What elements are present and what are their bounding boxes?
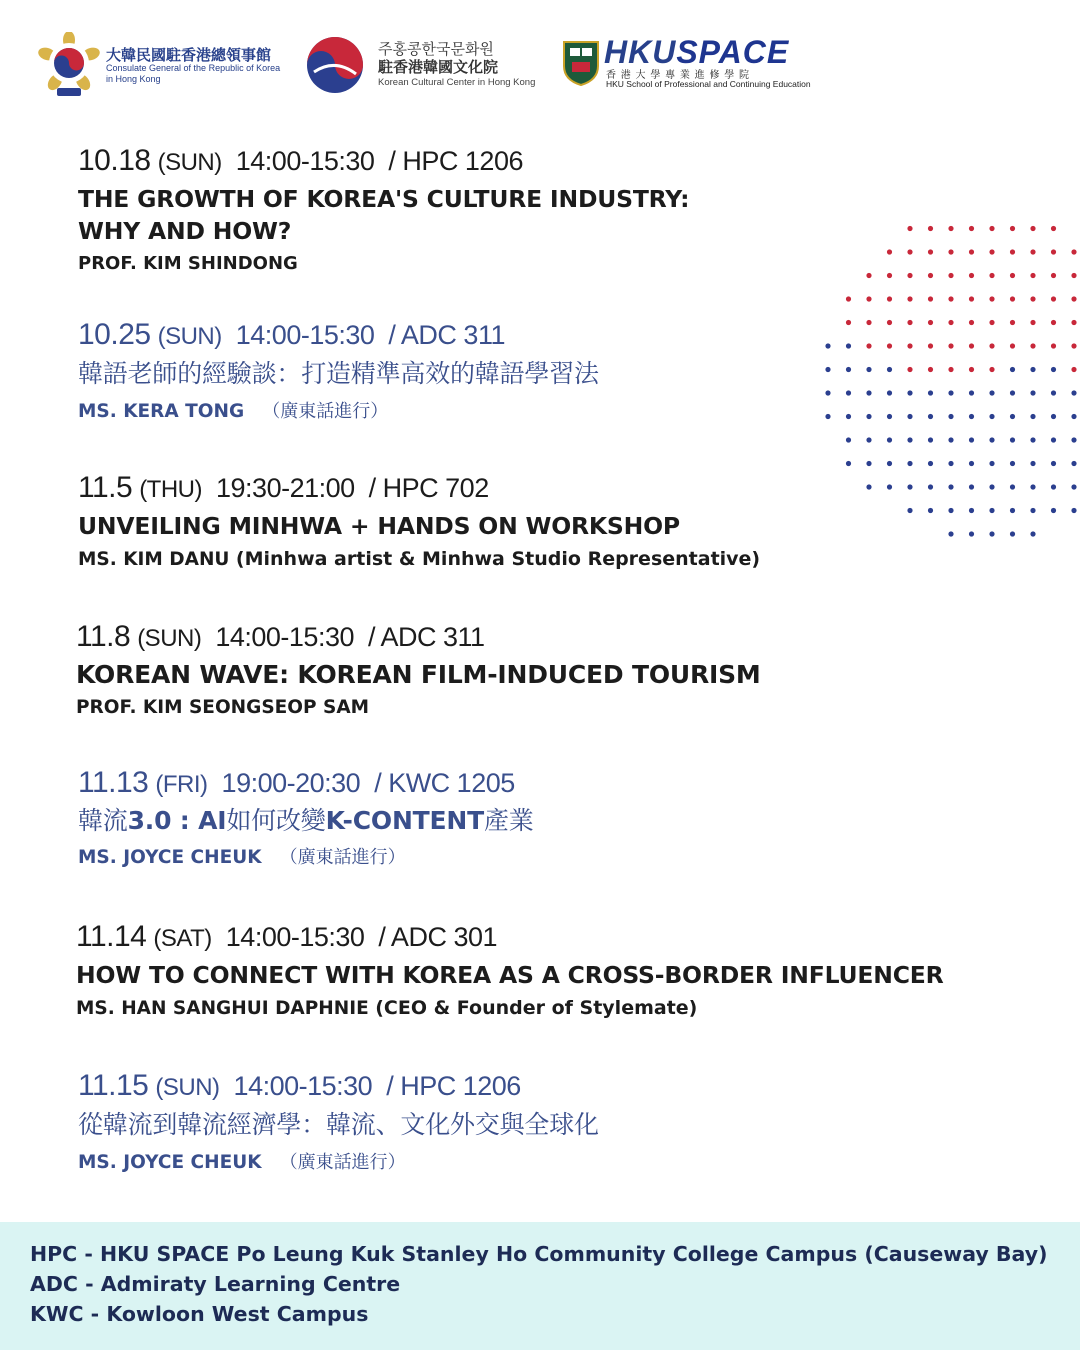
pattern-dot	[1051, 226, 1056, 231]
pattern-dot	[1010, 508, 1015, 513]
pattern-dot	[1030, 390, 1035, 395]
pattern-dot	[1051, 414, 1056, 419]
pattern-dot	[1030, 508, 1035, 513]
pattern-dot	[969, 484, 974, 489]
pattern-dot	[866, 461, 871, 466]
pattern-dot	[1010, 390, 1015, 395]
pattern-dot	[989, 390, 994, 395]
pattern-dot	[846, 296, 851, 301]
pattern-dot	[887, 296, 892, 301]
hku-crest-icon	[562, 40, 600, 86]
pattern-dot	[989, 484, 994, 489]
pattern-dot	[928, 249, 933, 254]
pattern-dot	[1051, 461, 1056, 466]
pattern-dot	[1071, 249, 1076, 254]
pattern-dot	[1030, 343, 1035, 348]
event-datetime: 11.15 (SUN) 14:00-15:30 / HPC 1206	[78, 1069, 521, 1102]
pattern-dot	[948, 437, 953, 442]
pattern-dot	[928, 273, 933, 278]
pattern-dot	[907, 484, 912, 489]
legend-hpc: HPC - HKU SPACE Po Leung Kuk Stanley Ho Community College Campus (Causeway Bay)	[30, 1242, 1048, 1266]
pattern-dot	[866, 484, 871, 489]
pattern-dot	[1051, 508, 1056, 513]
pattern-dot	[825, 390, 830, 395]
pattern-dot	[907, 320, 912, 325]
pattern-dot	[928, 390, 933, 395]
event-118	[76, 620, 761, 718]
pattern-dot	[1010, 367, 1015, 372]
pattern-dot	[866, 390, 871, 395]
legend-kwc: KWC - Kowloon West Campus	[30, 1302, 369, 1326]
pattern-dot	[948, 531, 953, 536]
pattern-dot	[1071, 508, 1076, 513]
pattern-dot	[928, 367, 933, 372]
pattern-dot	[1071, 414, 1076, 419]
pattern-dot	[1010, 273, 1015, 278]
pattern-dot	[846, 437, 851, 442]
pattern-dot	[887, 390, 892, 395]
event-speaker: MS. KIM DANU (Minhwa artist & Minhwa Studio Representative)	[78, 548, 761, 570]
pattern-dot	[989, 273, 994, 278]
pattern-dot	[989, 414, 994, 419]
pattern-dot	[969, 461, 974, 466]
pattern-dot	[989, 367, 994, 372]
pattern-dot	[1010, 249, 1015, 254]
pattern-dot	[1010, 531, 1015, 536]
legend-adc: ADC - Admiraty Learning Centre	[30, 1272, 401, 1296]
pattern-dot	[928, 484, 933, 489]
pattern-dot	[1030, 273, 1035, 278]
pattern-dot	[948, 508, 953, 513]
event-speaker: MS. JOYCE CHEUK （廣東話進行）	[78, 1152, 406, 1173]
pattern-dot	[866, 437, 871, 442]
pattern-dot	[989, 531, 994, 536]
pattern-dot	[989, 320, 994, 325]
pattern-dot	[887, 343, 892, 348]
event-1025	[78, 318, 599, 423]
pattern-dot	[907, 437, 912, 442]
pattern-dot	[969, 343, 974, 348]
pattern-dot	[1071, 484, 1076, 489]
pattern-dot	[948, 249, 953, 254]
event-1113	[78, 766, 534, 869]
pattern-dot	[1071, 320, 1076, 325]
pattern-dot	[948, 226, 953, 231]
pattern-dot	[969, 296, 974, 301]
pattern-dot	[1010, 484, 1015, 489]
pattern-dot	[907, 414, 912, 419]
pattern-dot	[1010, 226, 1015, 231]
pattern-dot	[907, 226, 912, 231]
pattern-dot	[969, 531, 974, 536]
pattern-dot	[928, 414, 933, 419]
pattern-dot	[948, 390, 953, 395]
pattern-dot	[866, 273, 871, 278]
pattern-dot	[989, 296, 994, 301]
pattern-dot	[928, 343, 933, 348]
pattern-dot	[907, 296, 912, 301]
event-datetime: 11.13 (FRI) 19:00-20:30 / KWC 1205	[78, 766, 515, 799]
event-title: KOREAN WAVE: KOREAN FILM-INDUCED TOURISM	[76, 660, 761, 689]
pattern-dot	[989, 461, 994, 466]
pattern-dot	[1051, 320, 1056, 325]
pattern-dot	[887, 273, 892, 278]
pattern-dot	[948, 273, 953, 278]
pattern-dot	[1071, 390, 1076, 395]
event-115	[78, 471, 760, 570]
pattern-dot	[1010, 343, 1015, 348]
consulate-name-en-2: in Hong Kong	[106, 74, 161, 84]
pattern-dot	[969, 320, 974, 325]
pattern-dot	[866, 414, 871, 419]
pattern-dot	[887, 367, 892, 372]
pattern-dot	[948, 414, 953, 419]
pattern-dot	[928, 296, 933, 301]
pattern-dot	[907, 273, 912, 278]
pattern-dot	[846, 343, 851, 348]
kcc-name-en: Korean Cultural Center in Hong Kong	[378, 77, 536, 88]
pattern-dot	[1030, 226, 1035, 231]
pattern-dot	[1071, 343, 1076, 348]
event-title: HOW TO CONNECT WITH KOREA AS A CROSS-BORDER INFLUENCER	[76, 961, 944, 989]
dot-pattern-decoration	[820, 195, 1080, 575]
pattern-dot	[907, 461, 912, 466]
pattern-dot	[928, 437, 933, 442]
event-1018	[78, 144, 689, 274]
pattern-dot	[969, 437, 974, 442]
pattern-dot	[825, 367, 830, 372]
pattern-dot	[969, 273, 974, 278]
pattern-dot	[866, 320, 871, 325]
kcc-name-ko: 주홍콩한국문화원	[378, 41, 494, 58]
pattern-dot	[989, 508, 994, 513]
pattern-dot	[969, 367, 974, 372]
pattern-dot	[1051, 296, 1056, 301]
pattern-dot	[948, 320, 953, 325]
pattern-dot	[907, 508, 912, 513]
pattern-dot	[887, 461, 892, 466]
pattern-dot	[969, 508, 974, 513]
pattern-dot	[907, 249, 912, 254]
event-speaker: MS. KERA TONG （廣東話進行）	[78, 401, 389, 422]
event-datetime: 11.5 (THU) 19:30-21:00 / HPC 702	[78, 471, 489, 504]
pattern-dot	[1051, 437, 1056, 442]
kcc-name-zh: 駐香港韓國文化院	[378, 59, 499, 76]
logo-row	[36, 32, 836, 98]
pattern-dot	[1051, 249, 1056, 254]
hkuspace-name-en: HKU School of Professional and Continuing Education	[606, 79, 811, 89]
pattern-dot	[989, 249, 994, 254]
event-1114	[76, 920, 944, 1019]
pattern-dot	[1010, 320, 1015, 325]
pattern-dot	[948, 484, 953, 489]
pattern-dot	[887, 437, 892, 442]
event-title: 韓流3.0 : AI如何改變K-CONTENT產業	[78, 806, 534, 835]
event-title: THE GROWTH OF KOREA'S CULTURE INDUSTRY: WHY AND HOW?	[78, 185, 690, 245]
pattern-dot	[846, 390, 851, 395]
pattern-dot	[1030, 367, 1035, 372]
pattern-dot	[948, 296, 953, 301]
pattern-dot	[1071, 461, 1076, 466]
pattern-dot	[825, 414, 830, 419]
pattern-dot	[989, 226, 994, 231]
pattern-dot	[928, 226, 933, 231]
hkuspace-name-zh: 香 港 大 學 專 業 進 修 學 院	[606, 70, 751, 81]
event-datetime: 10.18 (SUN) 14:00-15:30 / HPC 1206	[78, 144, 523, 177]
pattern-dot	[969, 226, 974, 231]
pattern-dot	[1010, 437, 1015, 442]
pattern-dot	[887, 414, 892, 419]
pattern-dot	[907, 343, 912, 348]
kcc-logo	[304, 32, 544, 98]
event-title: 韓語老師的經驗談：打造精準高效的韓語學習法	[78, 359, 599, 388]
pattern-dot	[1030, 320, 1035, 325]
pattern-dot	[887, 484, 892, 489]
pattern-dot	[887, 320, 892, 325]
consulate-name-en: Consulate General of the Republic of Korea	[106, 63, 281, 73]
pattern-dot	[1010, 414, 1015, 419]
hkuspace-wordmark: HKUSPACE	[604, 34, 790, 70]
pattern-dot	[969, 390, 974, 395]
pattern-dot	[1010, 296, 1015, 301]
pattern-dot	[989, 343, 994, 348]
consulate-name-zh: 大韓民國駐香港總領事館	[106, 47, 272, 64]
pattern-dot	[1071, 296, 1076, 301]
pattern-dot	[846, 414, 851, 419]
pattern-dot	[928, 461, 933, 466]
pattern-dot	[846, 461, 851, 466]
pattern-dot	[1051, 343, 1056, 348]
pattern-dot	[1030, 437, 1035, 442]
pattern-dot	[928, 508, 933, 513]
pattern-dot	[1030, 249, 1035, 254]
pattern-dot	[1051, 367, 1056, 372]
pattern-dot	[866, 296, 871, 301]
pattern-dot	[928, 320, 933, 325]
event-title: 從韓流到韓流經濟學：韓流、文化外交與全球化	[78, 1110, 599, 1139]
pattern-dot	[866, 367, 871, 372]
taegeuk-icon	[304, 34, 366, 96]
pattern-dot	[887, 249, 892, 254]
pattern-dot	[1030, 531, 1035, 536]
pattern-dot	[948, 367, 953, 372]
pattern-dot	[1051, 273, 1056, 278]
pattern-dot	[846, 367, 851, 372]
pattern-dot	[1030, 414, 1035, 419]
korea-emblem-icon	[36, 32, 102, 98]
event-datetime: 10.25 (SUN) 14:00-15:30 / ADC 311	[78, 318, 505, 351]
pattern-dot	[989, 437, 994, 442]
pattern-dot	[1051, 390, 1056, 395]
pattern-dot	[1030, 484, 1035, 489]
event-speaker: MS. HAN SANGHUI DAPHNIE (CEO & Founder of Stylemate)	[76, 997, 698, 1019]
pattern-dot	[948, 461, 953, 466]
event-title: UNVEILING MINHWA + HANDS ON WORKSHOP	[78, 512, 680, 540]
pattern-dot	[907, 367, 912, 372]
event-speaker: PROF. KIM SEONGSEOP SAM	[76, 697, 370, 718]
pattern-dot	[1071, 273, 1076, 278]
event-speaker: PROF. KIM SHINDONG	[78, 253, 298, 274]
pattern-dot	[969, 249, 974, 254]
pattern-dot	[825, 343, 830, 348]
event-1115	[78, 1069, 599, 1174]
consulate-logo	[36, 32, 286, 98]
event-speaker: MS. JOYCE CHEUK （廣東話進行）	[78, 847, 406, 868]
pattern-dot	[907, 390, 912, 395]
pattern-dot	[1051, 484, 1056, 489]
pattern-dot	[1010, 461, 1015, 466]
pattern-dot	[1030, 461, 1035, 466]
pattern-dot	[866, 343, 871, 348]
event-datetime: 11.14 (SAT) 14:00-15:30 / ADC 301	[76, 920, 497, 953]
pattern-dot	[948, 343, 953, 348]
pattern-dot	[1071, 367, 1076, 372]
pattern-dot	[1030, 296, 1035, 301]
venue-legend-footer	[0, 1222, 1080, 1350]
pattern-dot	[1071, 437, 1076, 442]
event-datetime: 11.8 (SUN) 14:00-15:30 / ADC 311	[76, 620, 485, 653]
hkuspace-logo	[562, 32, 832, 98]
pattern-dot	[969, 414, 974, 419]
pattern-dot	[846, 320, 851, 325]
